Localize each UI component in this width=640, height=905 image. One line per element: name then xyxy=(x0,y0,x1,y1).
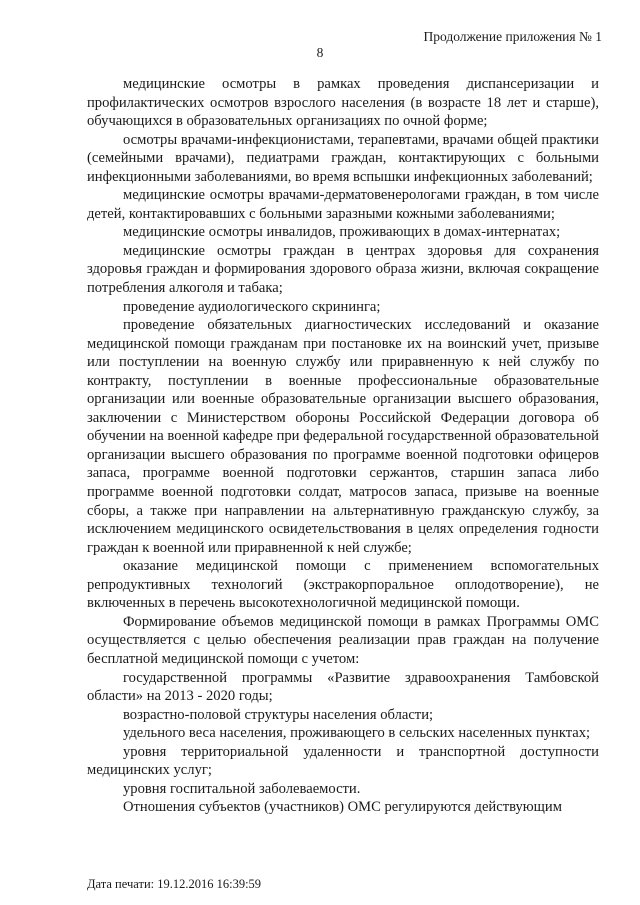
paragraph-rural-population: удельного веса населения, проживающего в сельских населенных пунктах; xyxy=(123,725,591,742)
paragraph-territorial-remoteness: уровня территориальной удаленности и транспортной доступности медицинских услуг; xyxy=(87,743,599,779)
paragraph-military-registration: проведение обязательных диагностических исследований и оказание медицинской помощи гражданам при постановке их на воинский учет, призыве или поступлении на военную службу или приравненную к ней службу по контракту, поступлении в военные профессиональные образовательные организации или военные образовательные организации высшего образования, заключении с Министерством обороны Российской Федерации договора об обучении на военной кафедре при федеральной государственной образовательной организации высшего образования по программе военной подготовки офицеров запаса, программе военной подготовки сержантов, старшин запаса либо программе военной подготовки солдат, матросов запаса, призыве на военные сборы, а также при направлении на альтернативную гражданскую службу, за исключением медицинского освидетельствования в целях определения годности граждан к военной или приравненной к ней службе; xyxy=(87,317,599,556)
paragraph-infectionist-exams: осмотры врачами-инфекционистами, терапевтами, врачами общей практики (семейными врачами), педиатрами граждан, контактирующих с больными инфекционными заболеваниями, во время вспышки инфекционных заболеваний; xyxy=(87,131,599,185)
paragraph-state-program: государственной программы «Развитие здравоохранения Тамбовской области» на 2013 - 2020 годы; xyxy=(87,669,599,705)
paragraph-volume-formation: Формирование объемов медицинской помощи в рамках Программы ОМС осуществляется с целью обеспечения реализации прав граждан на получение бесплатной медицинской помощи с учетом: xyxy=(87,613,599,667)
paragraph-dispensary-checkups: медицинские осмотры в рамках проведения диспансеризации и профилактических осмотров взрослого населения (в возрасте 18 лет и старше), обучающихся в образовательных организациях по очной форме; xyxy=(87,76,599,130)
print-date: Дата печати: 19.12.2016 16:39:59 xyxy=(87,877,262,891)
paragraph-audiology-screening: проведение аудиологического скрининга; xyxy=(123,298,381,315)
paragraph-health-centers: медицинские осмотры граждан в центрах здоровья для сохранения здоровья граждан и формирования здорового образа жизни, включая сокращение потребления алкоголя и табака; xyxy=(87,242,599,297)
paragraph-age-sex-structure: возрастно-половой структуры населения области; xyxy=(123,706,434,723)
document-body xyxy=(87,75,599,817)
paragraph-oms-relations: Отношения субъектов (участников) ОМС регулируются действующим xyxy=(123,799,562,816)
paragraph-dermatovenerology-exams: медицинские осмотры врачами-дерматовенерологами граждан, в том числе детей, контактировавших с больными заразными кожными заболеваниями; xyxy=(87,187,599,222)
page-number: 8 xyxy=(316,45,324,60)
appendix-continuation-note: Продолжение приложения № 1 xyxy=(423,29,602,44)
paragraph-reproductive-technologies: оказание медицинской помощи с применением вспомогательных репродуктивных технологий (экстракорпоральное оплодотворение), не включенных в перечень высокотехнологичной медицинской помощи. xyxy=(87,558,599,612)
paragraph-disabled-exams: медицинские осмотры инвалидов, проживающих в домах-интернатах; xyxy=(123,224,561,241)
paragraph-hospital-morbidity: уровня госпитальной заболеваемости. xyxy=(123,780,361,797)
